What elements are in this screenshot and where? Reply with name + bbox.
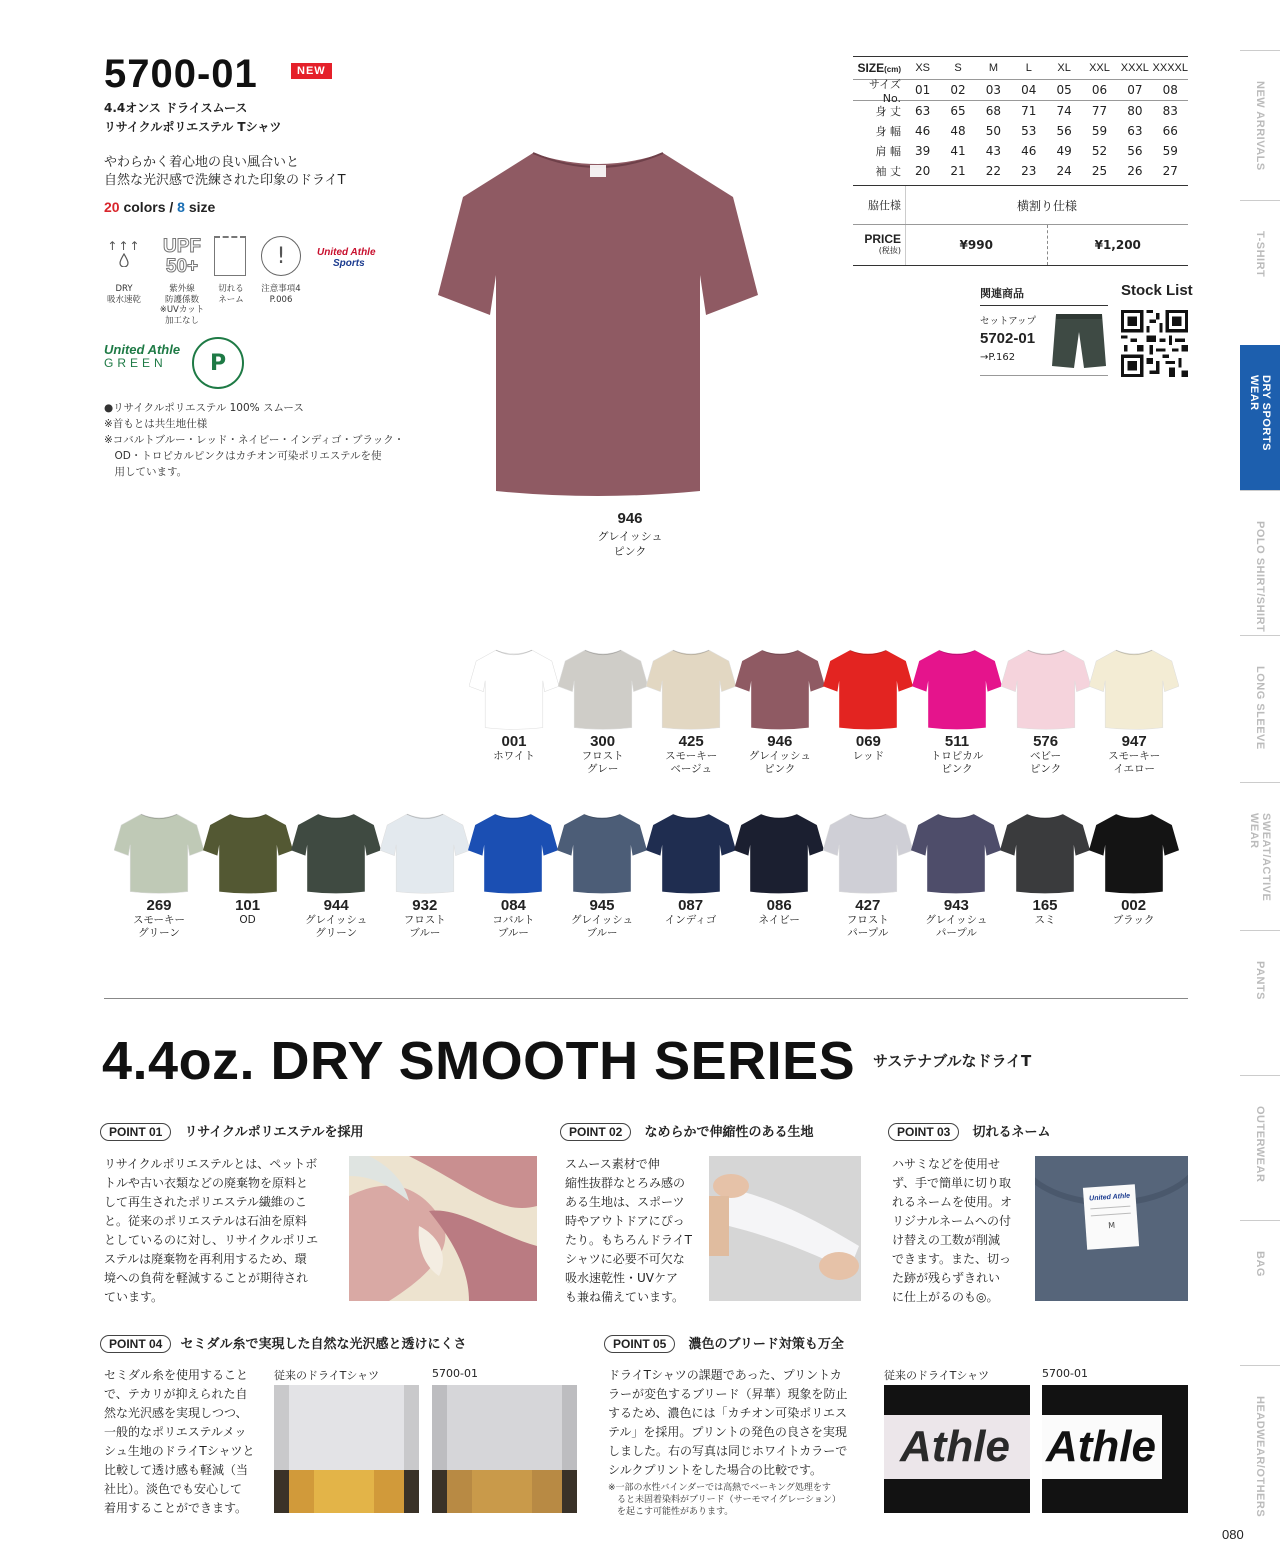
swatch-shirt-image [735, 646, 825, 730]
swatch-code: 425 [678, 733, 704, 750]
sidebar-item-dry-sports-wear[interactable] [1240, 345, 1280, 490]
measure-label: 袖 丈 [875, 165, 901, 178]
product-code: 5700-01 [104, 52, 258, 96]
size-cell: XXXXL [1152, 62, 1188, 74]
size-cell: XXL [1089, 62, 1110, 74]
sidebar-item-t-shirt[interactable] [1240, 200, 1280, 345]
point-05-title: 濃色のブリード対策も万全 [688, 1337, 844, 1352]
size-no-cell: 01 [915, 83, 931, 97]
swatch-code: 269 [146, 897, 172, 914]
recycle-mark-icon: P [192, 337, 244, 389]
measure-cell: 80 [1127, 104, 1143, 118]
swatch-name-line1: ブラック [1112, 914, 1155, 926]
swatch-name-line2: ブルー [586, 927, 618, 939]
point-05-body: ドライTシャツの課題であった、プリントカ ラーが変色するブリード（昇華）現象を防止 するため、濃色には「カチオン可染ポリエス テル」を採用。プリントの発色の良さを実現 しました。右の写真は同じホワイトカラーで シルクプリントをした場合の比較です。 [608, 1368, 848, 1477]
size-no-cell: 05 [1056, 83, 1072, 97]
size-no-cell: 08 [1162, 83, 1178, 97]
colors-size-summary: 20 colors / 8 size [104, 199, 216, 215]
measure-row [853, 121, 1188, 141]
measure-cell: 56 [1056, 124, 1072, 138]
page-number: 080 [1222, 1527, 1244, 1542]
measure-cell: 71 [1021, 104, 1037, 118]
swatch-name-line1: トロピカル [930, 750, 984, 762]
swatch-shirt-image [380, 810, 470, 894]
swatch-code: 511 [944, 733, 970, 750]
sidebar-item-label: LONG SLEEVE [1254, 666, 1266, 750]
measure-cell: 56 [1127, 144, 1143, 158]
measure-row [853, 101, 1188, 121]
catch-copy-line1: やわらかく着心地の良い風合いと [104, 155, 300, 170]
point-01-badge: POINT 01 [100, 1123, 171, 1141]
stock-list-qr-icon[interactable] [1121, 310, 1188, 377]
color-swatch-511[interactable] [912, 646, 1002, 776]
spec-tag: 切れる ネーム [214, 236, 248, 305]
swatch-code: 947 [1121, 733, 1147, 750]
size-cell: XL [1057, 62, 1071, 74]
swatch-shirt-image [203, 810, 293, 894]
measure-cell: 21 [950, 164, 966, 178]
united-athle-sports-logo: United Athle Sports [317, 247, 376, 269]
measure-cell: 68 [985, 104, 1002, 118]
swatch-name-line1: インディゴ [664, 914, 717, 926]
point-04-caption-left: 従来のドライTシャツ [274, 1369, 380, 1382]
series-title: 4.4oz. DRY SMOOTH SERIES [102, 1031, 856, 1091]
swatch-shirt-image [823, 646, 913, 730]
price-small: ¥990 [906, 225, 1048, 265]
color-swatch-427[interactable] [823, 810, 913, 940]
size-no-cell: 04 [1021, 83, 1037, 97]
color-swatch-269[interactable] [114, 810, 204, 940]
swatch-shirt-image [646, 810, 736, 894]
united-athle-green-logo: United Athle GREEN [104, 342, 181, 371]
point-01-body: リサイクルポリエステルとは、ペットボ トルや古い衣類などの廃棄物を原料と して再生されたポリエステル繊維のこ と。従来のポリエステルは石油を原料 としているのに対し、リサイクルポリエ ステルは廃棄物を再利用するため、環 境への負荷を軽減することが期待され ています。 [104, 1157, 319, 1304]
point-05-5700-photo: Athle [1042, 1385, 1188, 1513]
point-02-header [560, 1121, 813, 1141]
point-04-5700-photo [432, 1385, 577, 1513]
side-spec-value: 横割り仕様 [905, 186, 1188, 224]
related-shorts-image [1052, 312, 1106, 370]
swatch-name-line1: グレイッシュ [748, 750, 811, 762]
color-swatch-947[interactable] [1089, 646, 1179, 776]
swatch-shirt-image [1089, 646, 1179, 730]
swatch-name-line1: スモーキー [665, 750, 718, 762]
swatch-name-line1: スミ [1034, 914, 1056, 926]
swatch-name-line2: ブルー [409, 927, 441, 939]
swatch-name-line2: イエロー [1113, 763, 1155, 775]
swatch-shirt-image [1001, 646, 1091, 730]
swatch-name-line1: フロスト [581, 750, 624, 762]
swatch-shirt-image [646, 646, 736, 730]
point-05-caption-left: 従来のドライTシャツ [884, 1369, 990, 1382]
product-name-line2: リサイクルポリエステル Tシャツ [104, 120, 282, 134]
sidebar-item-outerwear[interactable] [1240, 1075, 1280, 1220]
swatch-code: 944 [323, 897, 349, 914]
measure-cell: 46 [915, 124, 931, 138]
measure-cell: 41 [950, 144, 966, 158]
size-no-cell: 07 [1127, 83, 1143, 97]
swatch-code: 427 [855, 897, 881, 914]
swatch-code: 946 [767, 733, 793, 750]
price-large: ¥1,200 [1094, 238, 1141, 252]
swatch-name-line1: コバルト [492, 914, 535, 926]
swatch-code: 576 [1033, 733, 1059, 750]
sidebar-item-bag[interactable] [1240, 1220, 1280, 1365]
size-cell: S [954, 62, 962, 74]
swatch-name-line1: グレイッシュ [305, 914, 368, 926]
color-swatch-086[interactable] [734, 810, 824, 927]
sidebar-item-label: OUTERWEAR [1254, 1106, 1266, 1183]
sidebar-item-label: HEADWEAR/OTHERS [1254, 1396, 1266, 1518]
point-03-body: ハサミなどを使用せ ず、手で簡単に切り取 れるネームを使用。オ リジナルネームへの付 け替えの工数が削減 できます。また、切っ た跡が残らずきれい に仕上がるのも◎。 [892, 1157, 1013, 1304]
swatch-code: 945 [589, 897, 615, 914]
point-05-conventional-photo: Athle [884, 1385, 1030, 1513]
measure-cell: 53 [1021, 124, 1037, 138]
related-setup-label: セットアップ [980, 316, 1037, 327]
swatch-name-line1: フロスト [403, 914, 446, 926]
main-color-code: 946 [617, 510, 643, 527]
spec-caution: ! 注意事項4 P.006 [256, 236, 306, 305]
size-no-cell: 02 [950, 83, 966, 97]
color-swatch-946[interactable] [735, 646, 825, 776]
swatch-code: 932 [412, 897, 438, 914]
measure-cell: 66 [1162, 124, 1178, 138]
color-swatch-944[interactable] [291, 810, 381, 940]
size-table [853, 56, 1188, 266]
color-swatch-300[interactable] [558, 646, 648, 776]
swatch-name-line1: スモーキー [1108, 750, 1161, 762]
point-04-badge: POINT 04 [100, 1335, 171, 1353]
upf-icon: UPF 50+ [163, 236, 201, 277]
size-no-label: サイズNo. [868, 77, 901, 105]
swatch-name-line2: ピンク [941, 763, 973, 775]
measure-cell: 20 [915, 164, 931, 178]
swatch-shirt-image [1000, 810, 1090, 894]
series-subtitle: サステナブルなドライT [873, 1052, 1032, 1070]
swatch-name-line1: ネイビー [758, 914, 800, 926]
measure-cell: 46 [1021, 144, 1037, 158]
related-code[interactable]: 5702-01 [980, 330, 1036, 347]
caution-icon: ! [261, 236, 301, 276]
measure-cell: 25 [1091, 164, 1108, 178]
swatch-shirt-image [468, 810, 558, 894]
measure-row [853, 141, 1188, 161]
product-notes: ●リサイクルポリエステル 100% スムース ※首もとは共生地仕様 ※コバルトブルー・レッド・ネイビー・インディゴ・ブラック・ OD・トロピカルピンクはカチオン可染ポリエステルを使 用しています。 [104, 402, 405, 478]
size-cell: XS [915, 62, 931, 74]
point-05-caption-right: 5700-01 [1042, 1367, 1088, 1380]
color-swatch-069[interactable] [823, 646, 913, 763]
section-divider [104, 998, 1188, 999]
swatch-code: 002 [1121, 897, 1147, 914]
swatch-code: 001 [501, 733, 527, 750]
color-swatch-425[interactable] [646, 646, 736, 776]
point-04-conventional-photo [274, 1385, 419, 1513]
sidebar-item-pants[interactable] [1240, 930, 1280, 1075]
size-cell: XXXL [1120, 62, 1149, 74]
main-shirt-image [438, 135, 758, 497]
swatch-shirt-image [114, 810, 204, 894]
swatch-name-line1: レッド [852, 750, 885, 762]
point-05-header [604, 1333, 844, 1353]
measure-cell: 50 [985, 124, 1002, 138]
swatch-shirt-image [469, 646, 559, 730]
related-divider-bottom [980, 375, 1108, 376]
point-04-body: セミダル糸を使用すること で、テカリが抑えられた自 然な光沢感を実現しつつ、 一般的なポリエステルメッ シュ生地のドライTシャツと 比較して透け感も軽減（当 社比）。淡色でも安心して 着用することができます。 [104, 1368, 255, 1515]
measure-cell: 74 [1056, 104, 1072, 118]
sidebar-item-label: POLO SHIRT/SHIRT [1254, 521, 1266, 633]
measure-cell: 52 [1091, 144, 1108, 158]
swatch-name-line1: フロスト [846, 914, 889, 926]
swatch-shirt-image [557, 810, 647, 894]
measure-cell: 49 [1056, 144, 1072, 158]
swatch-name-line2: ピンク [764, 763, 796, 775]
new-badge: NEW [291, 63, 332, 79]
measure-cell: 83 [1162, 104, 1178, 118]
size-no-cell: 03 [985, 83, 1002, 97]
color-swatch-087[interactable] [646, 810, 736, 927]
size-no-cell: 06 [1091, 83, 1108, 97]
sidebar-item-polo-shirt-shirt[interactable] [1240, 490, 1280, 635]
point-02-body: スムース素材で伸 縮性抜群なとろみ感の ある生地は、スポーツ 時やアウトドアにぴっ たり。もちろんドライT シャツに必要不可欠な 吸水速乾性・UVケア も兼ね備えています。 [565, 1157, 692, 1304]
related-divider [980, 305, 1108, 306]
related-title: 関連商品 [980, 287, 1024, 300]
swatch-code: 165 [1032, 897, 1058, 914]
related-page-link[interactable]: →P.162 [980, 352, 1016, 363]
point-01-header [100, 1121, 363, 1141]
swatch-code: 069 [855, 733, 881, 750]
measure-cell: 39 [915, 144, 931, 158]
point-02-badge: POINT 02 [560, 1123, 631, 1141]
point-04-title: セミダル糸で実現した自然な光沢感と透けにくさ [180, 1337, 467, 1352]
size-cell: L [1025, 62, 1032, 74]
measure-cell: 27 [1162, 164, 1178, 178]
swatch-code: 084 [500, 897, 526, 914]
swatch-name-line1: グレイッシュ [570, 914, 634, 926]
color-swatch-001[interactable] [469, 646, 559, 763]
point-01-fabric-photo [349, 1156, 537, 1301]
color-swatch-576[interactable] [1001, 646, 1091, 776]
point-03-label-photo [1035, 1156, 1188, 1301]
swatch-shirt-image [1089, 810, 1179, 894]
sidebar-item-label: BAG [1254, 1251, 1266, 1277]
swatch-name-line2: パープル [847, 927, 889, 939]
measure-cell: 26 [1127, 164, 1143, 178]
point-04-caption-right: 5700-01 [432, 1367, 478, 1380]
swatch-name-line1: スモーキー [132, 914, 186, 926]
swatch-code: 086 [766, 897, 792, 914]
measure-cell: 65 [950, 104, 966, 118]
point-03-title: 切れるネーム [972, 1125, 1051, 1140]
measure-cell: 63 [915, 104, 931, 118]
point-01-title: リサイクルポリエステルを採用 [184, 1125, 364, 1140]
size-header-label: SIZE(cm) [857, 61, 901, 75]
side-spec-label: 脇仕様 [868, 199, 901, 212]
sidebar-item-label: NEW ARRIVALS [1254, 81, 1266, 171]
sidebar-item-label: SWEAT/ACTIVE WEAR [1248, 813, 1272, 902]
swatch-code: 300 [590, 733, 616, 750]
size-cell: M [988, 62, 998, 74]
measure-row [853, 161, 1188, 181]
sidebar-item-label: PANTS [1254, 961, 1266, 1000]
color-swatch-165[interactable] [1000, 810, 1090, 927]
swatch-code: 943 [943, 897, 969, 914]
spec-upf: UPF 50+ 紫外線 防護係数 ※UVカット 加工なし [158, 232, 206, 327]
point-03-badge: POINT 03 [888, 1123, 959, 1141]
swatch-name-line2: グレー [586, 763, 619, 775]
stock-list-title: Stock List [1121, 282, 1193, 299]
main-color-name: グレイッシュ ピンク [597, 530, 663, 558]
measure-cell: 59 [1091, 124, 1108, 138]
swatch-name-line1: グレイッシュ [925, 914, 988, 926]
swatch-name-line1: ベビー [1030, 750, 1062, 762]
sidebar-item-label: DRY SPORTS WEAR [1248, 375, 1272, 451]
sidebar-item-sweat-active-wear[interactable] [1240, 782, 1280, 930]
measure-label: 身 幅 [875, 125, 901, 138]
color-swatch-945[interactable] [557, 810, 647, 940]
measure-cell: 63 [1127, 124, 1143, 138]
measure-cell: 22 [985, 164, 1002, 178]
swatch-shirt-image [734, 810, 824, 894]
swatch-shirt-image [911, 810, 1001, 894]
swatch-name-line2: パープル [935, 927, 977, 939]
color-swatch-084[interactable] [468, 810, 558, 940]
neck-label: United Athle M [1083, 1184, 1139, 1249]
spec-dry: ↑↑↑ DRY 吸水速乾 [104, 232, 144, 305]
swatch-shirt-image [558, 646, 648, 730]
measure-cell: 77 [1091, 104, 1108, 118]
measure-cell: 24 [1056, 164, 1072, 178]
swatch-code: 087 [678, 897, 704, 914]
point-03-header [888, 1121, 1050, 1141]
price-label: PRICE (税抜) [864, 232, 901, 255]
swatch-shirt-image [912, 646, 1002, 730]
point-05-badge: POINT 05 [604, 1335, 675, 1353]
measure-cell: 23 [1021, 164, 1037, 178]
swatch-shirt-image [823, 810, 913, 894]
swatch-code: 101 [235, 897, 261, 914]
swatch-name-line2: ベージュ [670, 763, 712, 775]
measure-cell: 43 [985, 144, 1002, 158]
sidebar-item-label: T-SHIRT [1254, 231, 1266, 278]
point-02-title: なめらかで伸縮性のある生地 [644, 1125, 814, 1140]
tag-icon [214, 236, 246, 276]
swatch-name-line2: ブルー [497, 927, 529, 939]
swatch-name-line2: グリーン [315, 927, 358, 939]
measure-cell: 48 [950, 124, 966, 138]
measure-label: 肩 幅 [875, 145, 901, 158]
color-swatch-101[interactable] [203, 810, 293, 927]
sidebar-item-new-arrivals[interactable] [1240, 50, 1280, 200]
color-swatch-002[interactable] [1089, 810, 1179, 927]
moisture-icon: ↑↑↑ [104, 232, 144, 274]
measure-label: 身 丈 [875, 105, 901, 118]
swatch-name-line1: OD [239, 914, 256, 926]
sidebar-item-headwear-others[interactable] [1240, 1365, 1280, 1520]
swatch-shirt-image [291, 810, 381, 894]
point-02-stretch-photo [709, 1156, 861, 1301]
swatch-name-line2: ピンク [1029, 763, 1062, 775]
product-name-line1: 4.4オンス ドライスムース [104, 101, 248, 115]
sidebar-item-long-sleeve[interactable] [1240, 635, 1280, 782]
point-04-header [100, 1333, 466, 1353]
swatch-name-line1: ホワイト [493, 750, 535, 762]
catch-copy-line2: 自然な光沢感で洗練された印象のドライT [104, 173, 346, 188]
color-swatch-932[interactable] [380, 810, 470, 940]
measure-cell: 59 [1162, 144, 1178, 158]
point-05-footnote: ※一部の水性バインダーでは高熱でベーキング処理をす ると未固着染料がブリード（サーモマイグレーション） を起こす可能性があります。 [608, 1483, 841, 1517]
swatch-name-line2: グリーン [138, 927, 180, 939]
color-swatch-943[interactable] [911, 810, 1001, 940]
